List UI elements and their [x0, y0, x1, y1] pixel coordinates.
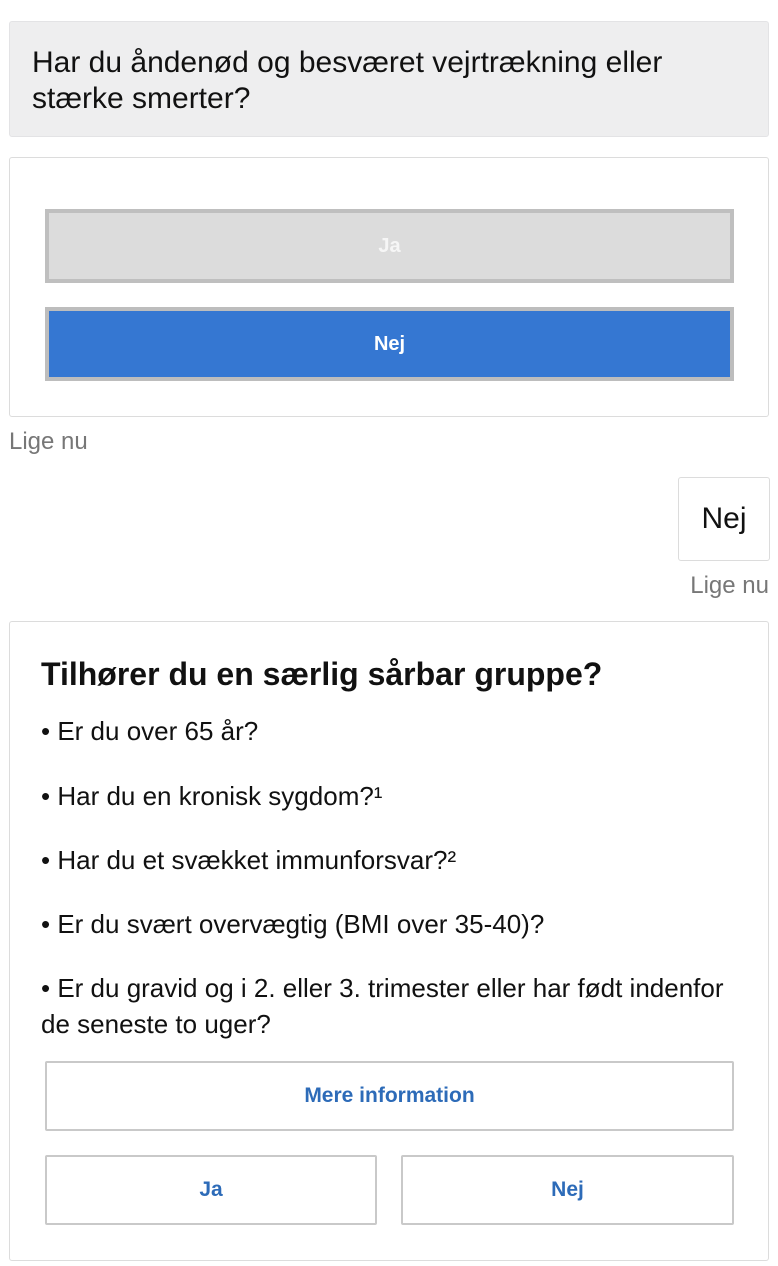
answer-ja-button[interactable]: Ja [45, 1155, 377, 1225]
bullet-item: • Har du en kronisk sygdom?¹ [41, 781, 383, 811]
user-timestamp: Lige nu [690, 572, 769, 599]
bullet-item: • Har du et svækket immunforsvar?² [41, 845, 457, 875]
bot-timestamp: Lige nu [9, 428, 88, 455]
ja-button[interactable]: Ja [45, 209, 734, 283]
answer-nej-button[interactable]: Nej [401, 1155, 734, 1225]
vulnerable-group-card [9, 621, 769, 1261]
nej-button-selected[interactable]: Nej [45, 307, 734, 381]
bullet-item: • Er du over 65 år? [41, 716, 259, 746]
question-text: Har du åndenød og besværet vejrtrækning eller stærke smerter? [32, 46, 663, 115]
bot-question-bubble [9, 21, 769, 137]
answer-choice-card [9, 157, 769, 417]
more-information-button[interactable]: Mere information [45, 1061, 734, 1131]
bullet-item: • Er du gravid og i 2. eller 3. trimester eller har født indenfor de seneste to uger? [41, 973, 724, 1039]
user-reply-bubble: Nej [678, 477, 770, 561]
bullet-item: • Er du svært overvægtig (BMI over 35-40)? [41, 909, 545, 939]
card-title: Tilhører du en særlig sårbar gruppe? [41, 656, 603, 692]
